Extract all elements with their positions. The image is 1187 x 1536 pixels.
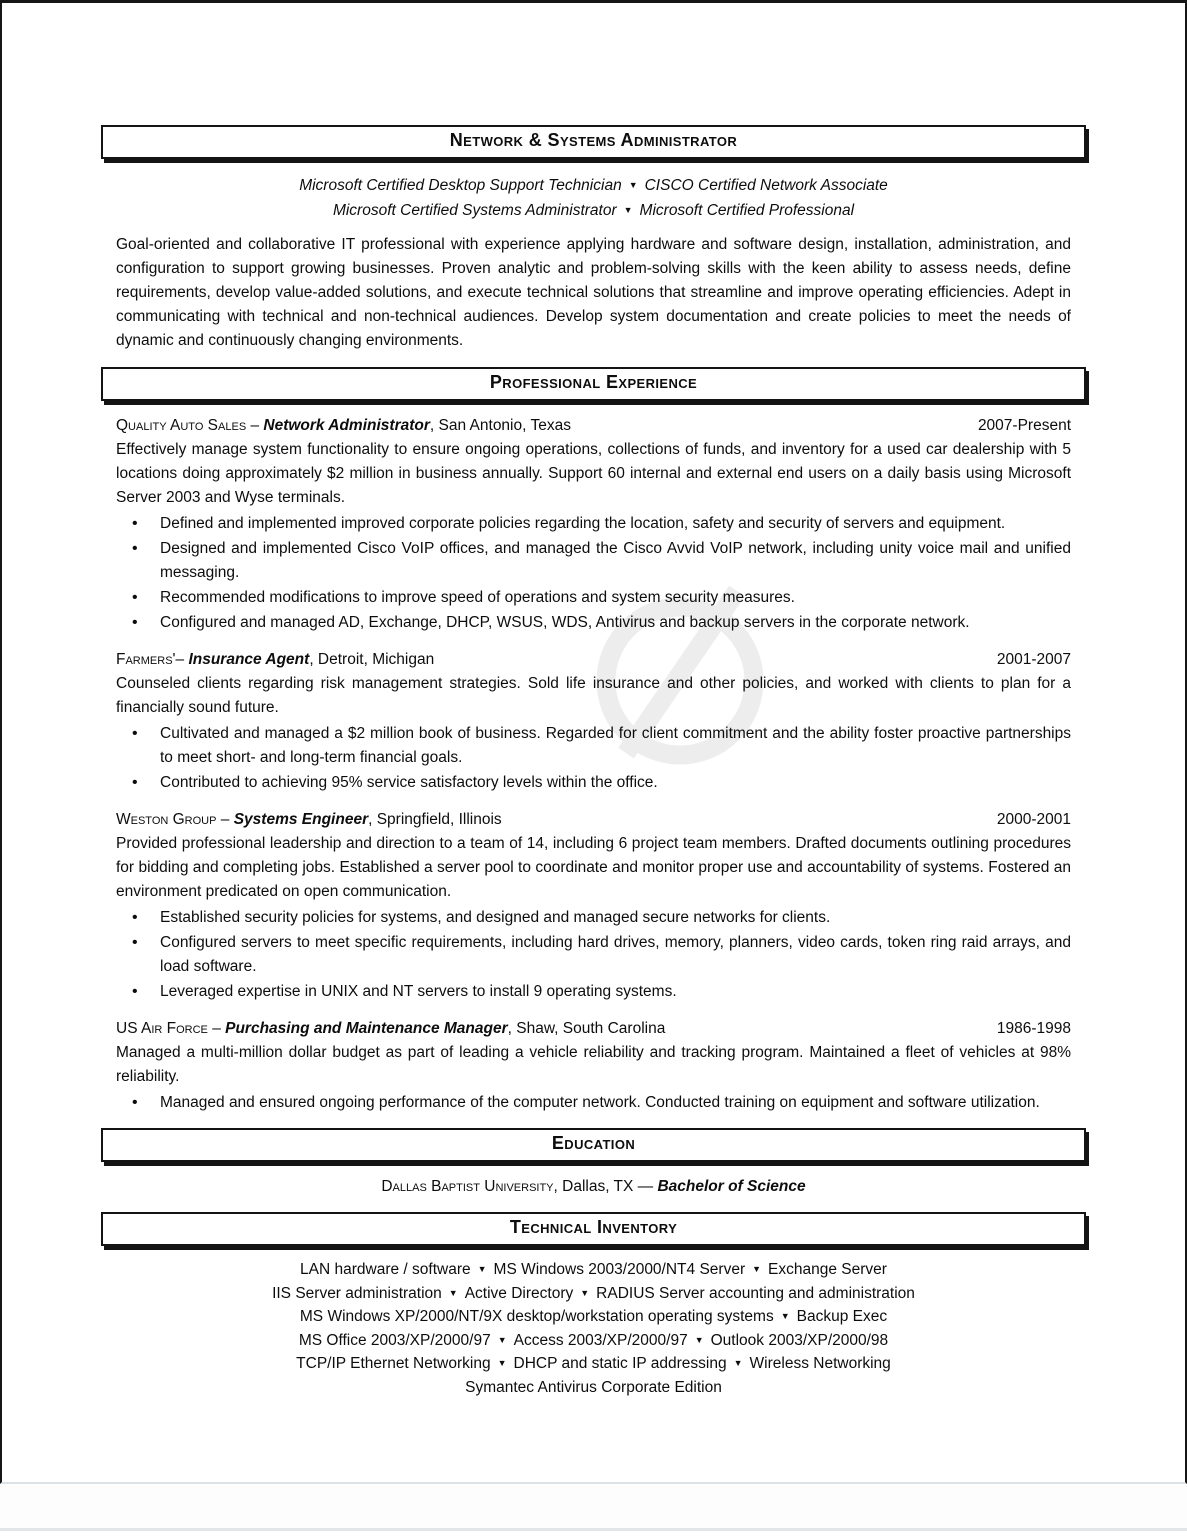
experience-heading-box	[101, 367, 1086, 401]
technical-heading-box	[101, 1212, 1086, 1246]
certification-item: Microsoft Certified Professional	[639, 202, 855, 219]
bullet-icon: •	[132, 934, 138, 951]
job-header-left	[116, 1017, 997, 1041]
technical-item: Exchange Server	[768, 1261, 887, 1278]
dash-separator: –	[246, 417, 264, 434]
certifications-block	[116, 174, 1071, 224]
technical-line	[116, 1377, 1071, 1400]
bullet-icon: •	[132, 540, 138, 557]
separator-triangle-icon: ▼	[580, 1287, 590, 1298]
technical-item: MS Windows XP/2000/NT/9X desktop/workstation operating systems	[299, 1308, 774, 1326]
job-location: , San Antonio, Texas	[429, 417, 571, 434]
job-header-left	[116, 414, 978, 438]
technical-item: Active Directory	[464, 1284, 574, 1302]
technical-item: IIS Server administration	[272, 1284, 442, 1302]
company-name: US Air Force	[116, 1020, 208, 1037]
resume-content	[2, 125, 1185, 1400]
bullet-item	[116, 931, 1071, 979]
bullet-icon: •	[132, 515, 138, 532]
technical-item: Symantec Antivirus Corporate Edition	[465, 1378, 722, 1396]
company-name: Weston Group	[116, 811, 217, 828]
job-description: Managed a multi-million dollar budget as part of leading a vehicle reliability and tracking program. Maintained a fleet of vehicles at 98% reliability.	[116, 1044, 1071, 1085]
dash-separator: –	[175, 651, 189, 668]
separator-triangle-icon: ▼	[780, 1311, 790, 1322]
job-header-left	[116, 648, 997, 672]
bullet-item	[116, 586, 1071, 610]
bullet-item	[116, 722, 1071, 770]
job-entry	[116, 414, 1071, 635]
separator-triangle-icon: ▼	[628, 180, 638, 190]
job-dates: 2007-Present	[977, 417, 1071, 434]
job-dates: 2000-2001	[996, 811, 1071, 828]
school-name: Dallas Baptist University	[381, 1178, 554, 1195]
job-title: Purchasing and Maintenance Manager	[225, 1020, 508, 1037]
bullet-text: Leveraged expertise in UNIX and NT servers to install 9 operating systems.	[160, 983, 677, 1000]
bullet-item	[116, 512, 1071, 536]
separator-triangle-icon: ▼	[623, 205, 633, 215]
job-bullet-list	[116, 906, 1071, 1004]
certification-line	[116, 199, 1071, 224]
bullet-item	[116, 1091, 1071, 1115]
technical-item: DHCP and static IP addressing	[513, 1355, 727, 1373]
bullet-text: Recommended modifications to improve speed of operations and system security measures.	[160, 589, 795, 606]
job-location: , Detroit, Michigan	[309, 651, 435, 668]
job-description: Counseled clients regarding risk management strategies. Sold life insurance and other policies, and worked with clients to plan for a financially sound future.	[116, 675, 1071, 716]
job-bullet-list	[116, 722, 1071, 795]
job-title: Systems Engineer	[233, 811, 369, 828]
job-title: Network Administrator	[263, 417, 430, 434]
job-description: Provided professional leadership and direction to a team of 14, including 6 project team members. Drafted documents outlining procedures for bidding and completing jobs. Established a server pool to coordinate and monitor proper use and accountability of systems. Fostered an environment predicated on open communication.	[116, 835, 1071, 900]
technical-item: TCP/IP Ethernet Networking	[296, 1355, 491, 1373]
technical-item: Wireless Networking	[749, 1355, 891, 1373]
job-header	[116, 808, 1071, 832]
certification-item: CISCO Certified Network Associate	[644, 177, 888, 194]
bullet-item	[116, 906, 1071, 930]
title-heading-box	[101, 125, 1086, 159]
technical-line	[116, 1353, 1071, 1377]
bullet-icon: •	[132, 614, 138, 631]
separator-triangle-icon: ▼	[448, 1287, 458, 1298]
bullet-item	[116, 537, 1071, 585]
job-header	[116, 414, 1071, 438]
bullet-item	[116, 980, 1071, 1004]
education-heading: Education	[551, 1133, 636, 1153]
bullet-icon: •	[132, 725, 138, 742]
job-header	[116, 1017, 1071, 1041]
separator-triangle-icon: ▼	[497, 1358, 507, 1369]
job-header	[116, 648, 1071, 672]
job-description: Effectively manage system functionality to ensure ongoing operations, collections of funds, and inventory for a used car dealership with 5 locations doing approximately $2 million in business annually. Support 60 internal and external end users on a daily basis using Microsoft Server 2003 and Wyse terminals.	[116, 441, 1071, 506]
certification-item: Microsoft Certified Desktop Support Technician	[299, 177, 622, 194]
technical-heading: Technical Inventory	[509, 1217, 678, 1237]
bullet-item	[116, 771, 1071, 795]
technical-line	[116, 1283, 1071, 1307]
separator-triangle-icon: ▼	[752, 1264, 762, 1274]
bullet-text: Configured servers to meet specific requirements, including hard drives, memory, planners, video cards, token ring raid arrays, and load software.	[160, 934, 1071, 975]
dash-separator: –	[207, 1020, 226, 1037]
bullet-item	[116, 611, 1071, 635]
bullet-icon: •	[132, 983, 138, 1000]
bullet-icon: •	[132, 774, 138, 791]
technical-item: MS Office 2003/XP/2000/97	[298, 1331, 491, 1349]
bullet-icon: •	[132, 1094, 138, 1111]
certification-line	[116, 174, 1071, 199]
job-entry	[116, 648, 1071, 795]
technical-item: MS Windows 2003/2000/NT4 Server	[493, 1261, 746, 1278]
job-location: , Springfield, Illinois	[368, 811, 502, 828]
job-entry	[116, 1017, 1071, 1115]
bullet-text: Defined and implemented improved corporate policies regarding the location, safety and security of servers and equipment.	[160, 515, 1006, 532]
bullet-text: Contributed to achieving 95% service satisfactory levels within the office.	[160, 774, 658, 791]
experience-heading: Professional Experience	[489, 372, 698, 392]
bullet-icon: •	[132, 589, 138, 606]
job-bullet-list	[116, 1091, 1071, 1115]
degree: Bachelor of Science	[657, 1178, 806, 1195]
technical-item: LAN hardware / software	[300, 1261, 471, 1278]
separator-triangle-icon: ▼	[477, 1264, 487, 1274]
job-header-left	[116, 808, 997, 832]
job-entry	[116, 808, 1071, 1004]
job-dates: 1986-1998	[996, 1020, 1071, 1037]
bullet-text: Managed and ensured ongoing performance of the computer network. Conducted training on equipment and software utilization.	[160, 1094, 1040, 1111]
bullet-text: Established security policies for systems, and designed and managed secure networks for clients.	[160, 909, 831, 926]
bullet-text: Cultivated and managed a $2 million book of business. Regarded for client commitment and the ability foster proactive partnerships to meet short- and long-term financial goals.	[160, 725, 1071, 766]
separator-triangle-icon: ▼	[497, 1334, 507, 1345]
bullet-text: Configured and managed AD, Exchange, DHCP, WSUS, WDS, Antivirus and backup servers in the corporate network.	[160, 614, 970, 631]
job-location: , Shaw, South Carolina	[507, 1020, 666, 1037]
separator-triangle-icon: ▼	[733, 1358, 743, 1369]
education-heading-box	[101, 1128, 1086, 1162]
technical-line	[116, 1330, 1071, 1354]
professional-summary: Goal-oriented and collaborative IT professional with experience applying hardware and software design, installation, administration, and configuration to support growing businesses. Proven analytic and problem-solving skills with the keen ability to assess needs, define requirements, develop value-added solutions, and execute technical solutions that streamline and improve operating efficiencies. Adept in communicating with technical and non-technical audiences. Develop system documentation and create policies to meet the needs of dynamic and continuously changing environments.	[116, 236, 1071, 349]
dash-separator: –	[216, 811, 234, 828]
technical-item: Access 2003/XP/2000/97	[513, 1331, 688, 1349]
education-entry	[116, 1175, 1071, 1199]
company-name: Quality Auto Sales	[116, 417, 247, 434]
job-bullet-list	[116, 512, 1071, 635]
job-dates: 2001-2007	[996, 651, 1071, 668]
technical-item: Backup Exec	[796, 1308, 888, 1326]
technical-line	[116, 1259, 1071, 1283]
company-name: Farmers'	[116, 651, 176, 668]
technical-inventory-list	[116, 1259, 1071, 1400]
technical-line	[116, 1306, 1071, 1330]
technical-item: Outlook 2003/XP/2000/98	[710, 1331, 889, 1349]
separator-triangle-icon: ▼	[694, 1334, 704, 1345]
next-page-sliver	[0, 1484, 1187, 1531]
school-location: , Dallas, TX —	[553, 1178, 658, 1195]
resume-title: Network & Systems Administrator	[449, 130, 738, 150]
job-title: Insurance Agent	[188, 651, 310, 668]
bullet-icon: •	[132, 909, 138, 926]
bullet-text: Designed and implemented Cisco VoIP offices, and managed the Cisco Avvid VoIP network, including unity voice mail and unified messaging.	[160, 540, 1071, 581]
certification-item: Microsoft Certified Systems Administrator	[332, 202, 617, 219]
technical-item: RADIUS Server accounting and administration	[596, 1284, 915, 1302]
